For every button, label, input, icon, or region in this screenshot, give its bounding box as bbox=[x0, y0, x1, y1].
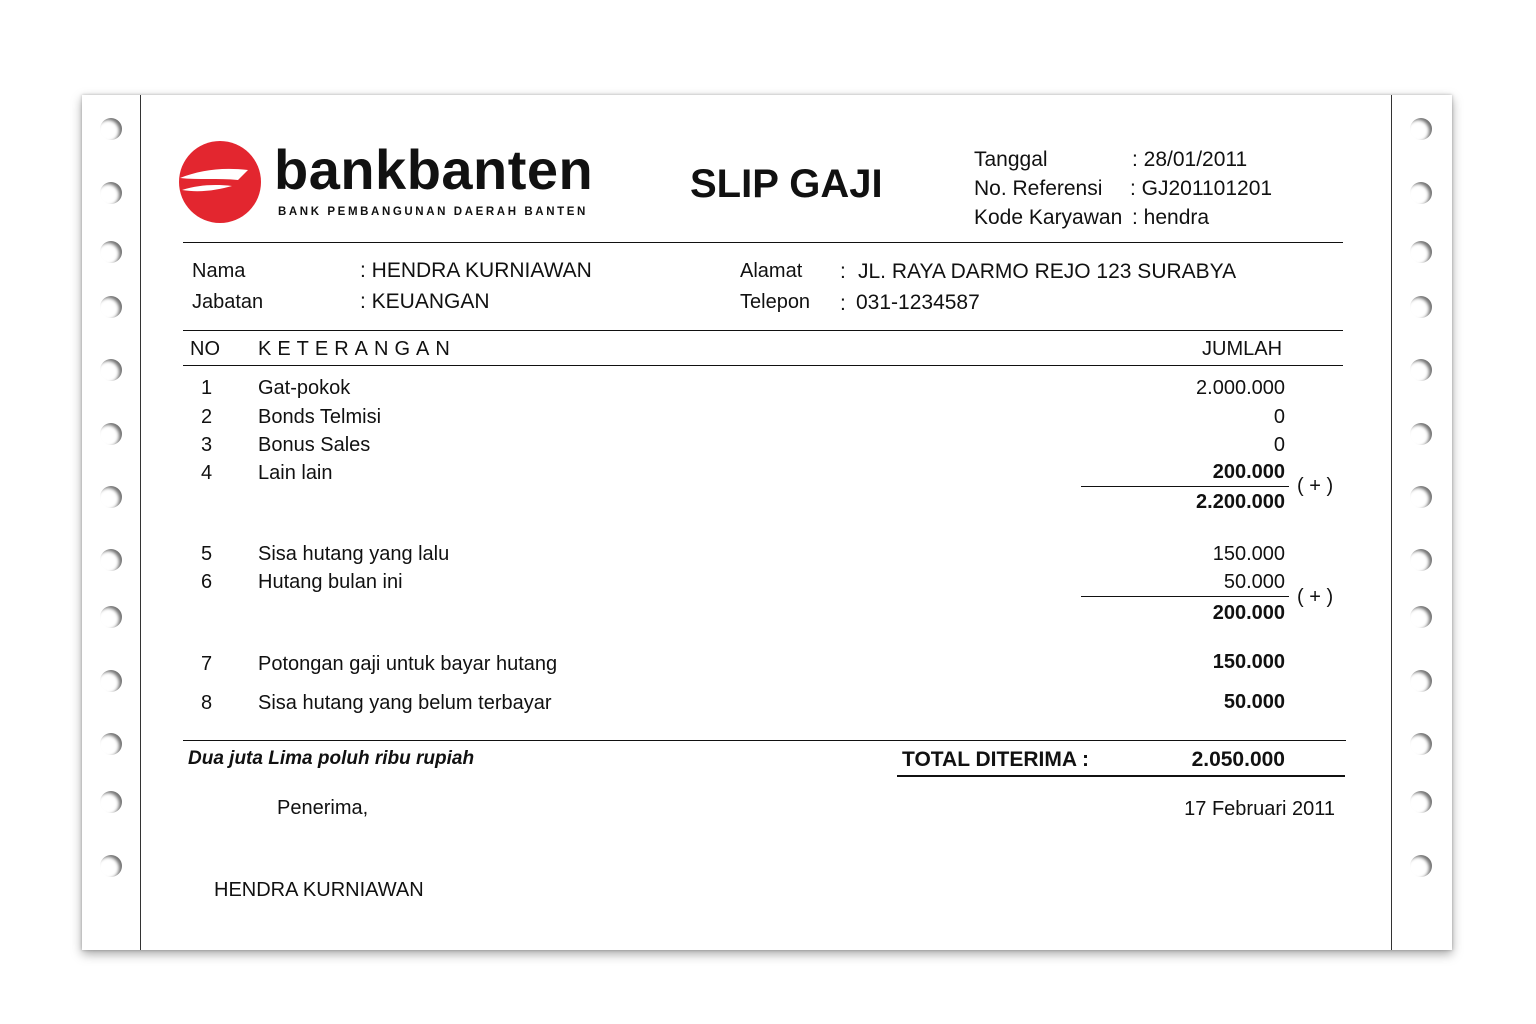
tractor-hole bbox=[1410, 549, 1432, 571]
tractor-hole bbox=[1410, 241, 1432, 263]
tanggal-value: : 28/01/2011 bbox=[1132, 148, 1248, 171]
tractor-hole bbox=[1410, 670, 1432, 692]
tractor-hole bbox=[1410, 791, 1432, 813]
tractor-hole bbox=[1410, 606, 1432, 628]
tractor-hole bbox=[100, 359, 122, 381]
signature-date: 17 Februari 2011 bbox=[1184, 798, 1335, 820]
tractor-hole bbox=[100, 182, 122, 204]
row-no: 7 bbox=[201, 653, 213, 675]
nama-label: Nama bbox=[192, 260, 246, 282]
divider bbox=[183, 365, 1343, 366]
bankbanten-logo-icon bbox=[178, 140, 262, 224]
header-no: NO bbox=[190, 338, 220, 360]
tractor-hole bbox=[100, 670, 122, 692]
tractor-hole bbox=[100, 733, 122, 755]
tanggal-label: Tanggal bbox=[974, 148, 1048, 171]
tractor-hole bbox=[100, 423, 122, 445]
tractor-hole bbox=[100, 791, 122, 813]
row-amount: 150.000 bbox=[1212, 543, 1285, 565]
tractor-hole bbox=[1410, 423, 1432, 445]
brand-name: bankbanten bbox=[274, 138, 594, 201]
tractor-hole bbox=[100, 606, 122, 628]
page-title: SLIP GAJI bbox=[690, 162, 883, 206]
signature-name: HENDRA KURNIAWAN bbox=[214, 879, 424, 901]
plus-marker: ( + ) bbox=[1297, 475, 1334, 497]
tractor-hole bbox=[100, 118, 122, 140]
row-desc: Bonus Sales bbox=[258, 434, 371, 456]
divider bbox=[183, 740, 1346, 741]
header-keterangan: KETERANGAN bbox=[258, 338, 456, 360]
header-jumlah: JUMLAH bbox=[1202, 338, 1283, 360]
row-amount: 0 bbox=[1273, 434, 1285, 456]
total-value: 2.050.000 bbox=[1191, 748, 1285, 771]
kode-karyawan-label: Kode Karyawan bbox=[974, 206, 1123, 229]
row-no: 1 bbox=[201, 377, 213, 399]
payslip-paper bbox=[82, 95, 1452, 950]
total-underline bbox=[897, 775, 1345, 777]
tractor-hole bbox=[1410, 486, 1432, 508]
referensi-label: No. Referensi bbox=[974, 177, 1103, 200]
telepon-label: Telepon bbox=[740, 291, 811, 313]
kode-karyawan-value: : hendra bbox=[1132, 206, 1210, 229]
tractor-hole bbox=[1410, 182, 1432, 204]
tractor-hole bbox=[1410, 855, 1432, 877]
row-amount: 0 bbox=[1273, 406, 1285, 428]
sum-line bbox=[1081, 486, 1289, 487]
row-amount: 150.000 bbox=[1212, 651, 1285, 673]
right-perforation-line bbox=[1391, 95, 1392, 950]
row-desc: Lain lain bbox=[258, 462, 333, 484]
alamat-colon: : bbox=[840, 260, 846, 283]
row-no: 2 bbox=[201, 406, 213, 428]
row-desc: Gat-pokok bbox=[258, 377, 351, 399]
subtotal-income: 2.200.000 bbox=[1196, 491, 1285, 513]
subtotal-debt: 200.000 bbox=[1212, 602, 1285, 624]
tractor-hole bbox=[100, 296, 122, 318]
row-amount: 2.000.000 bbox=[1196, 377, 1285, 399]
tractor-hole bbox=[100, 241, 122, 263]
row-amount: 50.000 bbox=[1223, 691, 1285, 713]
row-no: 4 bbox=[201, 462, 213, 484]
alamat-value: JL. RAYA DARMO REJO 123 SURABYA bbox=[858, 260, 1237, 283]
row-desc: Bonds Telmisi bbox=[258, 406, 382, 428]
total-label: TOTAL DITERIMA : bbox=[902, 748, 1090, 771]
jabatan-label: Jabatan bbox=[192, 291, 264, 313]
brand-tagline: BANK PEMBANGUNAN DAERAH BANTEN bbox=[278, 206, 588, 218]
telepon-value: 031-1234587 bbox=[856, 291, 980, 314]
tractor-hole bbox=[100, 855, 122, 877]
referensi-value: : GJ201101201 bbox=[1130, 177, 1273, 200]
row-desc: Hutang bulan ini bbox=[258, 571, 403, 593]
telepon-colon: : bbox=[840, 292, 846, 315]
tractor-hole bbox=[1410, 359, 1432, 381]
row-no: 3 bbox=[201, 434, 213, 456]
tractor-hole bbox=[1410, 118, 1432, 140]
row-no: 8 bbox=[201, 692, 213, 714]
nama-value: : HENDRA KURNIAWAN bbox=[360, 259, 592, 282]
row-amount: 50.000 bbox=[1223, 571, 1285, 593]
tractor-hole bbox=[1410, 296, 1432, 318]
tractor-hole bbox=[100, 549, 122, 571]
terbilang: Dua juta Lima poluh ribu rupiah bbox=[188, 748, 475, 769]
jabatan-value: : KEUANGAN bbox=[360, 290, 490, 313]
sum-line bbox=[1081, 596, 1289, 597]
row-desc: Sisa hutang yang lalu bbox=[258, 543, 450, 565]
row-amount: 200.000 bbox=[1212, 461, 1285, 483]
row-no: 5 bbox=[201, 543, 213, 565]
left-perforation-line bbox=[140, 95, 141, 950]
plus-marker: ( + ) bbox=[1297, 586, 1334, 608]
row-desc: Potongan gaji untuk bayar hutang bbox=[258, 653, 558, 675]
alamat-label: Alamat bbox=[740, 260, 803, 282]
divider bbox=[183, 242, 1343, 243]
row-desc: Sisa hutang yang belum terbayar bbox=[258, 692, 552, 714]
tractor-hole bbox=[100, 486, 122, 508]
penerima-label: Penerima, bbox=[277, 797, 369, 819]
row-no: 6 bbox=[201, 571, 213, 593]
tractor-hole bbox=[1410, 733, 1432, 755]
divider bbox=[183, 330, 1343, 331]
